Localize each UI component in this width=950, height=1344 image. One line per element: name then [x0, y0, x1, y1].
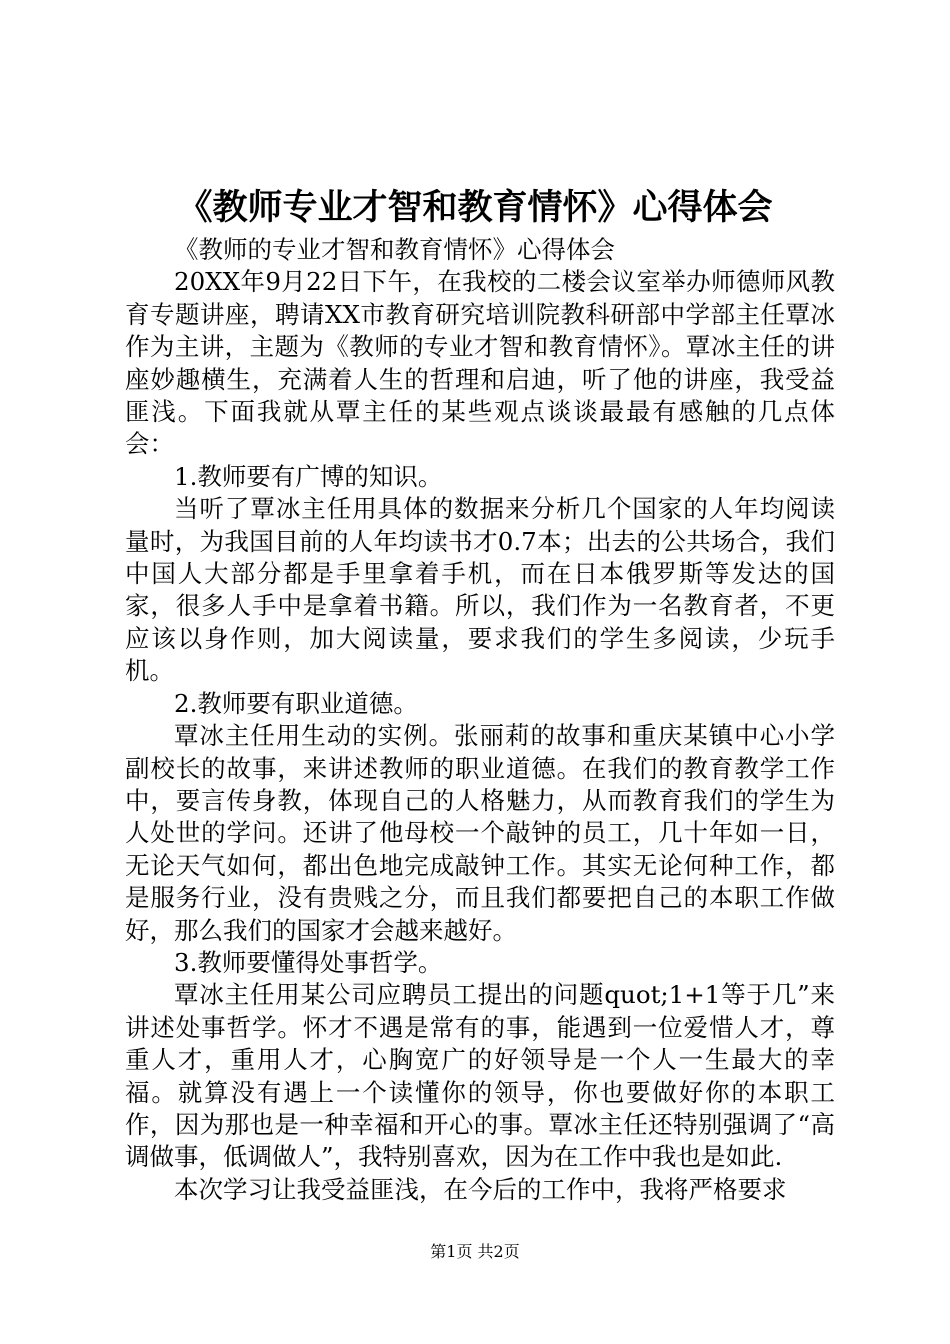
section-heading-2: 2.教师要有职业道德。: [174, 688, 418, 718]
document-body: [125, 234, 835, 1206]
section-heading-1: 1.教师要有广博的知识。: [174, 461, 443, 491]
paragraph-section-2: 覃冰主任用生动的实例。张丽莉的故事和重庆某镇中心小学副校长的故事，来讲述教师的职业道德。在我们的教育教学工作中，要言传身教，体现自己的人格魅力，从而教育我们的学生为人处世的学问。还讲了他母校一个敲钟的员工，几十年如一日，无论天气如何，都出色地完成敲钟工作。其实无论何种工作，都是服务行业，没有贵贱之分，而且我们都要把自己的本职工作做好，那么我们的国家才会越来越好。: [125, 721, 835, 945]
paragraph-conclusion: 本次学习让我受益匪浅，在今后的工作中，我将严格要求: [174, 1174, 787, 1204]
paragraph-intro: 20XX年9月22日下午，在我校的二楼会议室举办师德师风教育专题讲座，聘请XX市教育研究培训院教科研部中学部主任覃冰作为主讲，主题为《教师的专业才智和教育情怀》。覃冰主任的讲座妙趣横生，充满着人生的哲理和启迪，听了他的讲座，我受益匪浅。下面我就从覃主任的某些观点谈谈最最有感触的几点体会：: [125, 267, 835, 459]
paragraph-section-3: 覃冰主任用某公司应聘员工提出的问题quot;1+1等于几”来讲述处事哲学。怀才不遇是常有的事，能遇到一位爱惜人才，尊重人才，重用人才，心胸宽广的好领导是一个人一生最大的幸福。就算没有遇上一个读懂你的领导，你也要做好你的本职工作，因为那也是一种幸福和开心的事。覃冰主任还特别强调了“高调做事，低调做人”，我特别喜欢，因为在工作中我也是如此.: [125, 980, 835, 1172]
paragraph-subtitle: 《教师的专业才智和教育情怀》心得体会: [174, 235, 615, 264]
paragraph-section-1: 当听了覃冰主任用具体的数据来分析几个国家的人年均阅读量时，为我国目前的人年均读书才0.7本；出去的公共场合，我们中国人大部分都是手里拿着手机，而在日本俄罗斯等发达的国家，很多人手中是拿着书籍。所以，我们作为一名教育者，不更应该以身作则，加大阅读量，要求我们的学生多阅读，少玩手机。: [125, 494, 835, 686]
section-heading-3: 3.教师要懂得处事哲学。: [174, 947, 443, 977]
document-title: 《教师专业才智和教育情怀》心得体会: [177, 187, 773, 228]
page-footer: 第1页 共2页: [430, 1242, 520, 1261]
